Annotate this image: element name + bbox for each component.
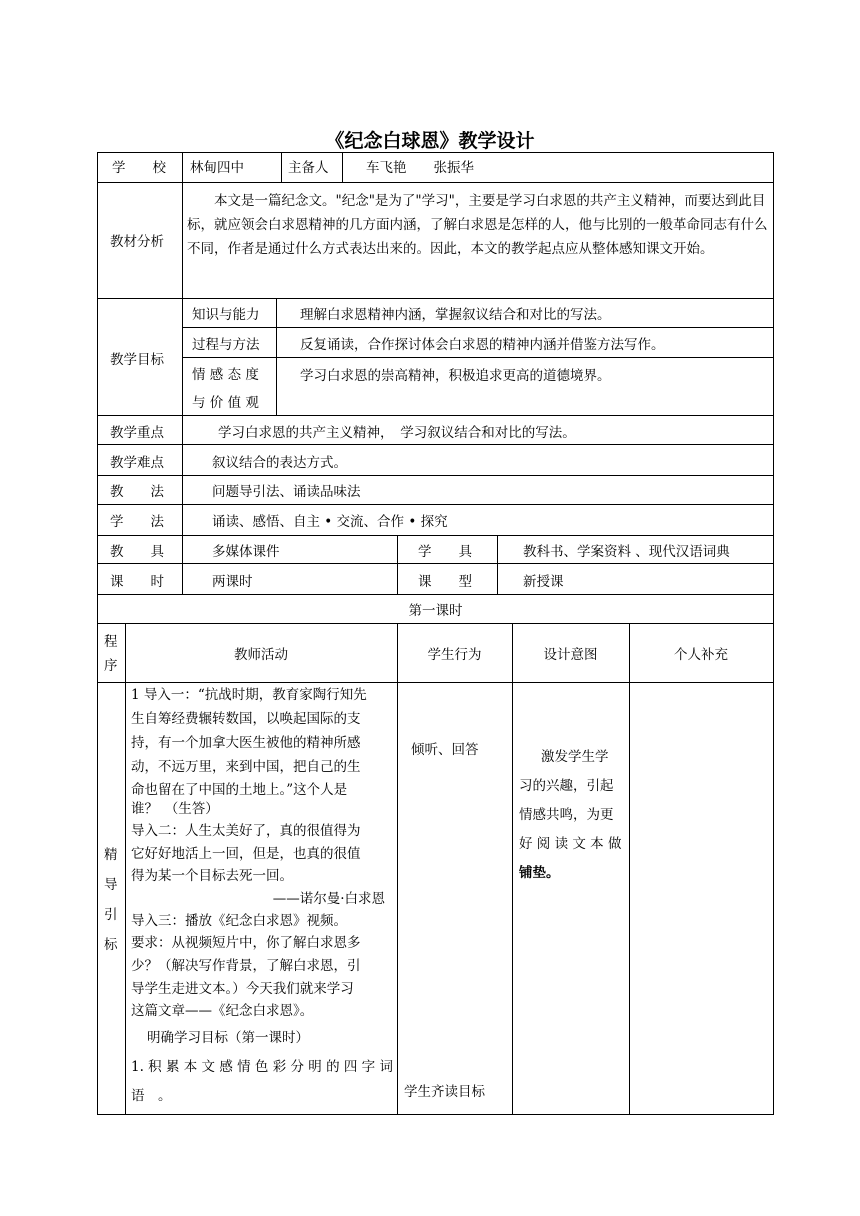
preparer-value: 车飞艳 张振华 <box>366 160 474 176</box>
column-personal-notes: 个人补充 <box>674 647 728 663</box>
teacher-activity-line: 语 。 <box>131 1088 172 1104</box>
teacher-activity-line: 导学生走进文本。）今天我们就来学习 <box>131 981 354 997</box>
material-analysis-label: 教材分析 <box>110 234 164 250</box>
design-intent-line: 情感共鸣，为更 <box>519 807 614 823</box>
lesson-type-label: 课 型 <box>418 574 472 590</box>
hours-value: 两课时 <box>212 574 253 590</box>
school-value: 林甸四中 <box>190 160 244 176</box>
column-step-line1: 程 <box>104 634 118 650</box>
difficulty-text: 叙议结合的表达方式。 <box>212 455 347 471</box>
column-design-intent: 设计意图 <box>543 647 598 663</box>
teacher-activity-line: 导入二：人生太美好了，真的很值得为 <box>131 823 361 839</box>
learning-method-label: 学 法 <box>110 514 164 530</box>
teacher-activity-line: 命也留在了中国的土地上。”这个人是 <box>131 782 348 798</box>
teacher-activity-line: 谁？ （生答） <box>131 801 219 817</box>
teacher-activity-line: 少？（解决写作背景，了解白求恩，引 <box>131 958 361 974</box>
school-label: 学 校 <box>112 160 166 176</box>
stage-char: 引 <box>104 907 118 923</box>
goals-label: 教学目标 <box>110 352 164 368</box>
teaching-method-text: 问题导引法、诵读品味法 <box>212 484 361 500</box>
learning-tools-label: 学 具 <box>418 544 472 560</box>
teacher-activity-line: 1. 积 累 本 文 感 情 色 彩 分 明 的 四 字 词 <box>131 1059 393 1075</box>
teacher-activity-line: 生自筹经费辗转数国，以唤起国际的支 <box>131 711 361 727</box>
teacher-activity-line: 动，不远万里，来到中国，把自己的生 <box>131 759 361 775</box>
column-step-line2: 序 <box>104 658 118 674</box>
goal-emotion-name-line2: 与 价 值 观 <box>192 395 259 411</box>
teacher-activity-line: 得为某一个目标去死一回。 <box>131 868 293 884</box>
lesson-title: 第一课时 <box>408 603 463 619</box>
goal-process-name: 过程与方法 <box>192 337 260 353</box>
preparer-label: 主备人 <box>288 160 329 176</box>
teaching-method-label: 教 法 <box>110 484 164 500</box>
goal-process-text: 反复诵读，合作探讨体会白求恩的精神内涵并借鉴方法写作。 <box>300 337 665 353</box>
lesson-type-value: 新授课 <box>523 574 564 590</box>
teacher-activity-attribution: ——诺尔曼·白求恩 <box>272 891 385 907</box>
stage-char: 导 <box>104 877 118 893</box>
teacher-activity-line: 它好好地活上一回，但是，也真的很值 <box>131 846 361 862</box>
goal-knowledge-name: 知识与能力 <box>192 307 260 323</box>
design-intent-line: 好 阅 读 文 本 做 <box>519 836 622 852</box>
column-teacher-activity: 教师活动 <box>234 647 288 663</box>
tools-label: 教 具 <box>110 544 164 560</box>
key-points-label: 教学重点 <box>110 425 164 441</box>
hours-label: 课 时 <box>110 574 164 590</box>
teacher-activity-line: 1 导入一：“抗战时期，教育家陶行知先 <box>131 687 367 703</box>
design-intent-line: 习的兴趣，引起 <box>519 778 614 794</box>
goal-emotion-name-line1: 情 感 态 度 <box>192 367 259 383</box>
student-action-listen: 倾听、回答 <box>411 742 479 758</box>
difficulty-label: 教学难点 <box>110 455 164 471</box>
goal-emotion-text: 学习白求恩的崇高精神，积极追求更高的道德境界。 <box>300 368 611 384</box>
tools-value: 多媒体课件 <box>212 544 280 560</box>
key-points-text: 学习白求恩的共产主义精神， 学习叙议结合和对比的写法。 <box>218 425 576 441</box>
document-title: 《纪念白球恩》教学设计 <box>325 130 535 152</box>
learning-tools-value: 教科书、学案资料 、现代汉语词典 <box>523 544 730 560</box>
teacher-activity-line: 持，有一个加拿大医生被他的精神所感 <box>131 735 361 751</box>
teacher-activity-line: 导入三：播放《纪念白求恩》视频。 <box>131 913 347 929</box>
design-intent-line: 激发学生学 <box>541 749 609 765</box>
goal-knowledge-text: 理解白求恩精神内涵，掌握叙议结合和对比的写法。 <box>300 307 611 323</box>
material-analysis-text: 本文是一篇纪念文。"纪念"是为了"学习"，主要是学习白求恩的共产主义精神，而要达到此目标，就应领会白求恩精神的几方面内涵，了解白求恩是怎样的人，他与比别的一般革命同志有什么不同，作者是通过什么方式表达出来的。因此，本文的教学起点应从整体感知课文开始。 <box>187 193 768 257</box>
teacher-activity-line: 这篇文章——《纪念白求恩》。 <box>131 1003 314 1019</box>
stage-char: 精 <box>104 847 118 863</box>
stage-char: 标 <box>104 937 118 953</box>
learning-method-text: 诵读、感悟、自主 • 交流、合作 • 探究 <box>212 514 448 530</box>
column-student-action: 学生行为 <box>427 647 482 663</box>
design-intent-line: 铺垫。 <box>519 865 560 881</box>
student-action-read-goals: 学生齐读目标 <box>404 1084 485 1100</box>
teacher-activity-line: 要求：从视频短片中，你了解白求恩多 <box>131 935 361 951</box>
teacher-activity-line: 明确学习目标（第一课时） <box>147 1030 309 1046</box>
